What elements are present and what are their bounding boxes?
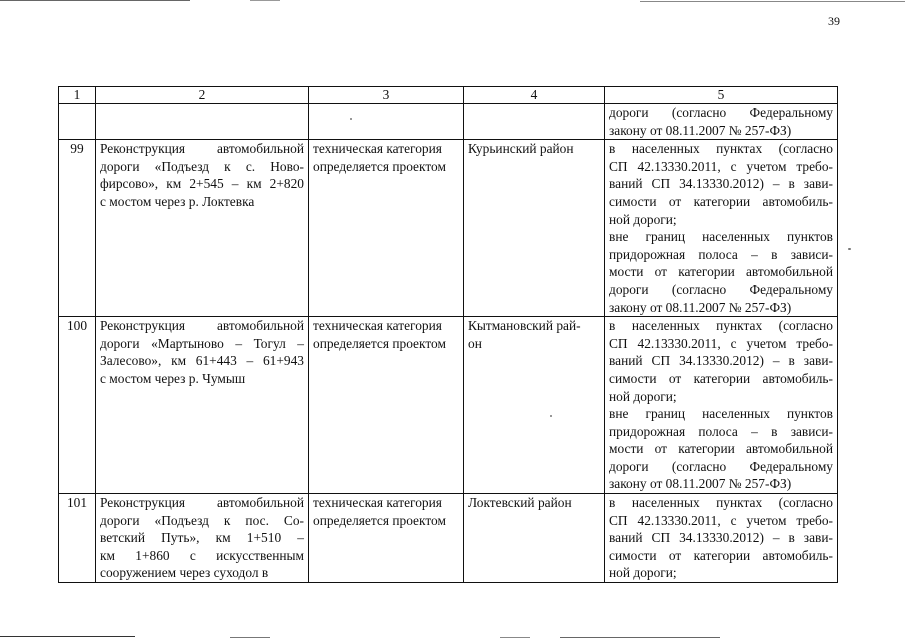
- requirements-line: в населенных пунктах (согласно: [609, 318, 833, 334]
- road-name-line: с мостом через р. Локтевка: [100, 193, 255, 209]
- requirements-line: в населенных пунктах (согласно: [609, 141, 833, 157]
- requirements-line: ной дороги;: [609, 388, 677, 404]
- requirements-cell: [605, 494, 838, 583]
- requirements-line: мости от категории автомобильной: [609, 264, 833, 280]
- requirements-line: ваний СП 34.13330.2012) – в зави-: [609, 176, 833, 192]
- requirements-line: дороги (согласно Федеральному: [609, 105, 833, 120]
- road-name-cell: [96, 140, 309, 317]
- row-number-cell: 101: [59, 494, 96, 583]
- requirements-line: СП 42.13330.2011, с учетом требо-: [609, 335, 833, 351]
- roads-table: [58, 86, 838, 583]
- district-line: он: [468, 335, 482, 351]
- category-cell: [309, 140, 464, 317]
- category-line: определяется проектом: [313, 512, 446, 528]
- district-cell: [464, 140, 605, 317]
- district-cell: [464, 317, 605, 494]
- requirements-line: в населенных пунктах (согласно: [609, 495, 833, 511]
- row-number-cell: [59, 104, 96, 140]
- requirements-line: ной дороги;: [609, 565, 677, 581]
- road-name-line: Реконструкция автомобильной: [100, 318, 304, 334]
- scan-speck: [350, 118, 352, 120]
- requirements-line: закону от 08.11.2007 № 257-ФЗ): [609, 122, 792, 138]
- requirements-line: симости от категории автомобиль-: [609, 547, 833, 563]
- requirements-cell: [605, 104, 838, 140]
- category-cell: [309, 104, 464, 140]
- category-cell: [309, 317, 464, 494]
- scan-edge-top-right: [640, 1, 905, 2]
- road-name-line: сооружением через суходол в: [100, 565, 269, 581]
- requirements-line: закону от 08.11.2007 № 257-ФЗ): [609, 476, 792, 492]
- category-line: определяется проектом: [313, 158, 446, 174]
- header-col-2: 2: [96, 87, 309, 104]
- requirements-line: ваний СП 34.13330.2012) – в зави-: [609, 530, 833, 546]
- road-name-cell: [96, 494, 309, 583]
- road-name-line: Залесово», км 61+443 – 61+943: [100, 353, 304, 369]
- requirements-line: закону от 08.11.2007 № 257-ФЗ): [609, 299, 792, 315]
- row-number-cell: 99: [59, 140, 96, 317]
- header-col-3: 3: [309, 87, 464, 104]
- table-row: [59, 494, 838, 583]
- scan-edge-bottom-left: [0, 636, 135, 637]
- requirements-cell: [605, 140, 838, 317]
- scan-speck: [550, 415, 552, 417]
- category-line: определяется проектом: [313, 335, 446, 351]
- table-row: [59, 317, 838, 494]
- road-name-cell: [96, 317, 309, 494]
- district-line: Курьинский район: [468, 141, 574, 157]
- scan-edge-bottom-mid2: [500, 637, 530, 638]
- requirements-line: дороги (согласно Федеральному: [609, 458, 833, 474]
- scan-edge-bottom-right: [560, 637, 720, 638]
- scan-edge-top-left: [0, 0, 190, 1]
- requirements-line: вне границ населенных пунктов: [609, 406, 833, 422]
- table-row: [59, 140, 838, 317]
- road-name-line: Реконструкция автомобильной: [100, 141, 304, 157]
- requirements-line: симости от категории автомобиль-: [609, 193, 833, 209]
- road-name-line: с мостом через р. Чумыш: [100, 370, 246, 386]
- header-col-4: 4: [464, 87, 605, 104]
- district-line: Локтевский район: [468, 495, 572, 511]
- road-name-line: Реконструкция автомобильной: [100, 495, 304, 511]
- requirements-line: мости от категории автомобильной: [609, 441, 833, 457]
- road-name-line: дороги «Мартыново – Тогул –: [100, 335, 304, 351]
- road-name-line: дороги «Подъезд к с. Ново-: [100, 158, 304, 174]
- requirements-line: вне границ населенных пунктов: [609, 229, 833, 245]
- district-cell: [464, 494, 605, 583]
- requirements-line: СП 42.13330.2011, с учетом требо-: [609, 158, 833, 174]
- requirements-line: ной дороги;: [609, 211, 677, 227]
- requirements-line: придорожная полоса – в зависи-: [609, 423, 833, 439]
- scan-edge-bottom-mid: [230, 637, 270, 638]
- header-col-5: 5: [605, 87, 838, 104]
- road-name-line: дороги «Подъезд к пос. Со-: [100, 512, 304, 528]
- district-line: Кытмановский рай-: [468, 318, 581, 334]
- requirements-line: симости от категории автомобиль-: [609, 370, 833, 386]
- requirements-line: придорожная полоса – в зависи-: [609, 246, 833, 262]
- table-header-row: [59, 87, 838, 104]
- requirements-line: СП 42.13330.2011, с учетом требо-: [609, 512, 833, 528]
- row-number-cell: 100: [59, 317, 96, 494]
- road-name-line: ветский Путь», км 1+510 –: [100, 530, 304, 546]
- page-number: 39: [828, 14, 840, 28]
- road-name-cell: [96, 104, 309, 140]
- category-line: техническая категория: [313, 318, 442, 334]
- road-name-line: фирсово», км 2+545 – км 2+820: [100, 176, 304, 192]
- requirements-cell: [605, 317, 838, 494]
- district-cell: [464, 104, 605, 140]
- category-cell: [309, 494, 464, 583]
- header-col-1: 1: [59, 87, 96, 104]
- scan-speck: [848, 248, 851, 250]
- category-line: техническая категория: [313, 141, 442, 157]
- road-name-line: км 1+860 с искусственным: [100, 547, 304, 563]
- scan-edge-top-mid: [250, 0, 280, 1]
- requirements-line: ваний СП 34.13330.2012) – в зави-: [609, 353, 833, 369]
- table-row: [59, 104, 838, 140]
- category-line: техническая категория: [313, 495, 442, 511]
- requirements-line: дороги (согласно Федеральному: [609, 281, 833, 297]
